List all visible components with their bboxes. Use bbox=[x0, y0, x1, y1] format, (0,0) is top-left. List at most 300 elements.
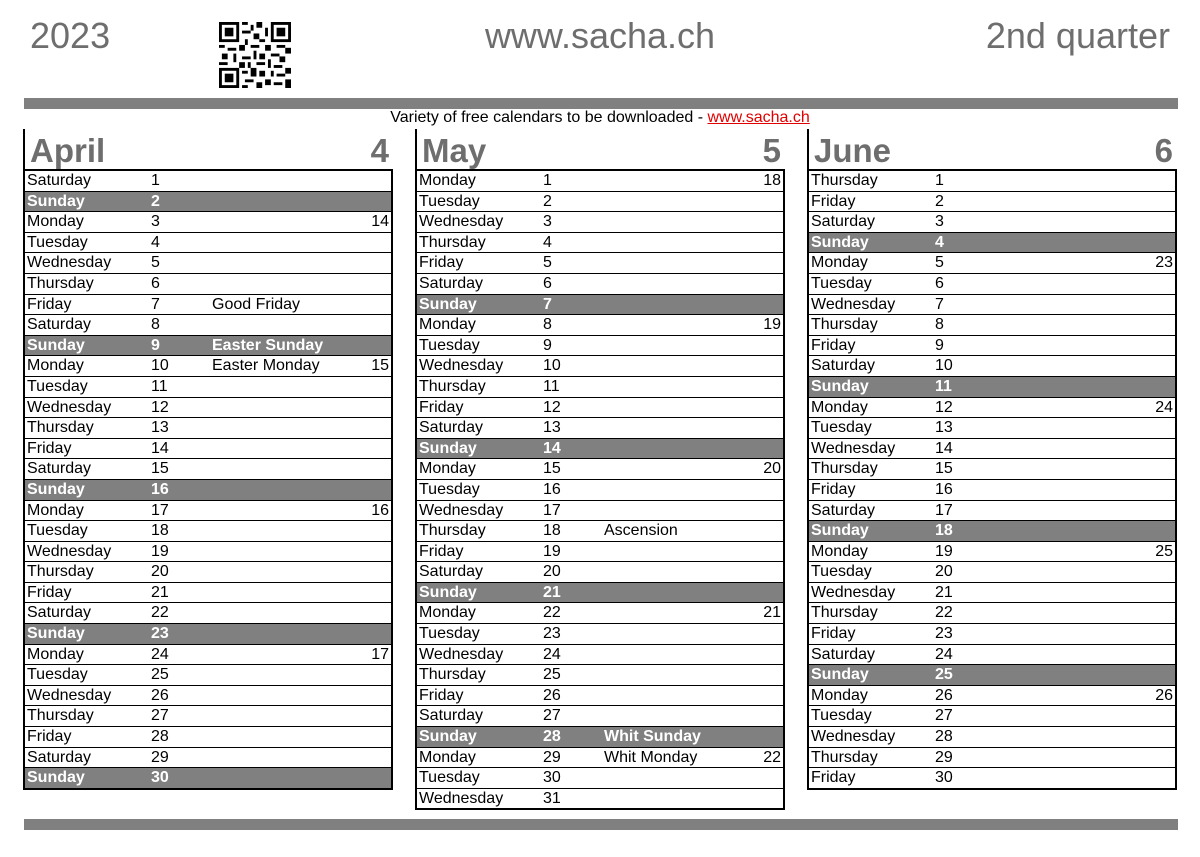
day-number: 12 bbox=[935, 398, 953, 416]
day-row bbox=[417, 356, 783, 377]
day-number: 2 bbox=[151, 192, 160, 210]
day-name: Friday bbox=[811, 769, 856, 787]
day-row bbox=[809, 480, 1175, 501]
month-number: 6 bbox=[1154, 132, 1173, 169]
day-number: 26 bbox=[543, 686, 561, 704]
day-number: 22 bbox=[935, 604, 953, 622]
day-row-sunday bbox=[25, 336, 391, 357]
day-name: Saturday bbox=[811, 357, 876, 375]
day-row bbox=[809, 212, 1175, 233]
day-number: 17 bbox=[935, 501, 953, 519]
day-number: 4 bbox=[935, 233, 944, 251]
day-row bbox=[809, 748, 1175, 769]
day-row bbox=[25, 212, 391, 233]
day-row bbox=[417, 748, 783, 769]
day-name: Saturday bbox=[811, 501, 876, 519]
tagline-link[interactable]: www.sacha.ch bbox=[707, 109, 810, 126]
day-number: 13 bbox=[935, 419, 953, 437]
day-name: Monday bbox=[811, 398, 868, 416]
week-number: 21 bbox=[763, 604, 781, 622]
day-name: Tuesday bbox=[811, 274, 872, 292]
day-row bbox=[809, 171, 1175, 192]
top-divider-bar bbox=[24, 98, 1178, 109]
day-row bbox=[417, 253, 783, 274]
day-name: Friday bbox=[419, 254, 464, 272]
day-name: Friday bbox=[27, 728, 72, 746]
day-row bbox=[25, 356, 391, 377]
day-number: 7 bbox=[935, 295, 944, 313]
day-row bbox=[25, 377, 391, 398]
day-number: 12 bbox=[151, 398, 169, 416]
day-row bbox=[809, 603, 1175, 624]
day-name: Monday bbox=[27, 501, 84, 519]
week-number: 25 bbox=[1155, 542, 1173, 560]
week-number: 14 bbox=[371, 213, 389, 231]
day-name: Wednesday bbox=[811, 583, 896, 601]
bottom-divider-bar bbox=[24, 819, 1178, 830]
day-number: 16 bbox=[935, 480, 953, 498]
day-name: Monday bbox=[419, 748, 476, 766]
day-number: 8 bbox=[935, 316, 944, 334]
day-number: 28 bbox=[543, 728, 561, 746]
day-name: Friday bbox=[419, 686, 464, 704]
month-header bbox=[807, 129, 1177, 171]
day-row bbox=[809, 768, 1175, 788]
day-row bbox=[417, 233, 783, 254]
day-row bbox=[25, 521, 391, 542]
day-row bbox=[809, 645, 1175, 666]
day-name: Sunday bbox=[27, 480, 85, 498]
day-name: Monday bbox=[419, 604, 476, 622]
day-number: 22 bbox=[151, 604, 169, 622]
day-row bbox=[809, 562, 1175, 583]
day-row bbox=[417, 315, 783, 336]
day-name: Tuesday bbox=[419, 769, 480, 787]
day-row bbox=[25, 171, 391, 192]
day-number: 23 bbox=[151, 625, 169, 643]
day-name: Wednesday bbox=[419, 357, 504, 375]
day-number: 11 bbox=[151, 377, 168, 395]
day-row bbox=[25, 727, 391, 748]
day-name: Thursday bbox=[419, 666, 486, 684]
day-name: Saturday bbox=[27, 316, 92, 334]
day-row bbox=[25, 748, 391, 769]
day-name: Friday bbox=[419, 542, 464, 560]
day-row bbox=[25, 562, 391, 583]
day-name: Friday bbox=[811, 625, 856, 643]
day-name: Sunday bbox=[27, 336, 85, 354]
day-name: Thursday bbox=[27, 274, 94, 292]
day-number: 6 bbox=[935, 274, 944, 292]
day-number: 14 bbox=[935, 439, 953, 457]
day-number: 16 bbox=[543, 480, 561, 498]
day-number: 1 bbox=[151, 172, 160, 189]
day-row bbox=[417, 624, 783, 645]
day-name: Tuesday bbox=[419, 336, 480, 354]
day-row bbox=[809, 501, 1175, 522]
month-may bbox=[415, 129, 785, 810]
day-number: 7 bbox=[543, 295, 552, 313]
day-number: 5 bbox=[151, 254, 160, 272]
holiday-label: Good Friday bbox=[212, 295, 301, 313]
day-number: 9 bbox=[935, 336, 944, 354]
day-row bbox=[809, 418, 1175, 439]
day-number: 1 bbox=[935, 172, 944, 189]
day-list bbox=[807, 171, 1177, 790]
day-name: Saturday bbox=[811, 213, 876, 231]
day-name: Tuesday bbox=[27, 666, 88, 684]
day-list bbox=[415, 171, 785, 810]
day-row bbox=[809, 727, 1175, 748]
day-name: Tuesday bbox=[27, 377, 88, 395]
day-name: Monday bbox=[811, 254, 868, 272]
day-name: Tuesday bbox=[419, 192, 480, 210]
day-number: 7 bbox=[151, 295, 160, 313]
day-row-sunday bbox=[417, 727, 783, 748]
day-row bbox=[25, 542, 391, 563]
day-number: 4 bbox=[543, 233, 552, 251]
month-header bbox=[23, 129, 393, 171]
day-row bbox=[417, 377, 783, 398]
day-number: 18 bbox=[935, 522, 953, 540]
quarter-label: 2nd quarter bbox=[985, 15, 1170, 56]
day-number: 19 bbox=[935, 542, 953, 560]
day-row bbox=[417, 768, 783, 789]
day-number: 26 bbox=[935, 686, 953, 704]
day-number: 16 bbox=[151, 480, 169, 498]
day-row bbox=[809, 192, 1175, 213]
day-name: Wednesday bbox=[419, 501, 504, 519]
day-name: Tuesday bbox=[419, 625, 480, 643]
week-number: 23 bbox=[1155, 254, 1173, 272]
day-number: 9 bbox=[543, 336, 552, 354]
tagline bbox=[0, 109, 1200, 127]
day-number: 5 bbox=[935, 254, 944, 272]
day-name: Saturday bbox=[27, 604, 92, 622]
day-row-sunday bbox=[809, 665, 1175, 686]
day-row bbox=[417, 645, 783, 666]
day-number: 29 bbox=[935, 748, 953, 766]
day-name: Tuesday bbox=[811, 419, 872, 437]
month-name: May bbox=[422, 132, 487, 169]
day-row bbox=[25, 398, 391, 419]
day-number: 12 bbox=[543, 398, 561, 416]
day-row bbox=[417, 192, 783, 213]
month-name: June bbox=[814, 132, 892, 169]
day-name: Sunday bbox=[27, 192, 85, 210]
day-name: Wednesday bbox=[811, 439, 896, 457]
day-name: Wednesday bbox=[27, 542, 112, 560]
day-name: Monday bbox=[419, 172, 476, 189]
day-name: Thursday bbox=[27, 563, 94, 581]
week-number: 26 bbox=[1155, 686, 1173, 704]
day-number: 29 bbox=[151, 748, 169, 766]
day-row bbox=[417, 336, 783, 357]
day-row bbox=[417, 398, 783, 419]
day-number: 31 bbox=[543, 789, 561, 807]
day-row bbox=[417, 501, 783, 522]
week-number: 17 bbox=[371, 645, 389, 663]
day-row bbox=[809, 624, 1175, 645]
day-name: Monday bbox=[419, 460, 476, 478]
holiday-label: Easter Sunday bbox=[212, 336, 324, 354]
day-name: Friday bbox=[27, 295, 72, 313]
day-name: Saturday bbox=[811, 645, 876, 663]
day-number: 6 bbox=[151, 274, 160, 292]
day-row bbox=[417, 603, 783, 624]
day-row-sunday bbox=[25, 768, 391, 788]
month-name: April bbox=[30, 132, 106, 169]
month-header bbox=[415, 129, 785, 171]
day-name: Saturday bbox=[27, 460, 92, 478]
day-number: 24 bbox=[151, 645, 169, 663]
day-number: 30 bbox=[151, 769, 169, 787]
day-row bbox=[25, 439, 391, 460]
day-number: 11 bbox=[935, 377, 952, 395]
day-number: 28 bbox=[151, 728, 169, 746]
day-row bbox=[417, 521, 783, 542]
day-name: Sunday bbox=[419, 295, 477, 313]
day-number: 15 bbox=[935, 460, 953, 478]
day-number: 15 bbox=[151, 460, 169, 478]
day-number: 8 bbox=[151, 316, 160, 334]
day-row-sunday bbox=[25, 624, 391, 645]
day-name: Sunday bbox=[27, 625, 85, 643]
day-name: Wednesday bbox=[27, 398, 112, 416]
day-name: Thursday bbox=[419, 377, 486, 395]
day-number: 30 bbox=[543, 769, 561, 787]
day-row bbox=[25, 501, 391, 522]
day-row bbox=[809, 315, 1175, 336]
holiday-label: Ascension bbox=[604, 522, 678, 540]
day-name: Thursday bbox=[419, 233, 486, 251]
day-number: 2 bbox=[543, 192, 552, 210]
day-name: Saturday bbox=[27, 172, 92, 189]
day-name: Friday bbox=[811, 480, 856, 498]
day-row-sunday bbox=[417, 583, 783, 604]
day-number: 8 bbox=[543, 316, 552, 334]
day-row-sunday bbox=[25, 480, 391, 501]
day-number: 10 bbox=[543, 357, 561, 375]
day-row bbox=[25, 665, 391, 686]
day-number: 22 bbox=[543, 604, 561, 622]
day-row bbox=[25, 253, 391, 274]
day-number: 27 bbox=[543, 707, 561, 725]
day-number: 27 bbox=[151, 707, 169, 725]
day-row bbox=[417, 212, 783, 233]
day-row bbox=[25, 686, 391, 707]
day-number: 15 bbox=[543, 460, 561, 478]
day-number: 29 bbox=[543, 748, 561, 766]
day-row bbox=[417, 542, 783, 563]
day-number: 14 bbox=[151, 439, 169, 457]
day-number: 30 bbox=[935, 769, 953, 787]
day-name: Wednesday bbox=[811, 295, 896, 313]
day-number: 9 bbox=[151, 336, 160, 354]
day-row-sunday bbox=[417, 295, 783, 316]
day-number: 11 bbox=[543, 377, 560, 395]
day-row bbox=[25, 233, 391, 254]
day-name: Thursday bbox=[811, 748, 878, 766]
day-row bbox=[25, 315, 391, 336]
day-name: Sunday bbox=[811, 377, 869, 395]
day-number: 17 bbox=[543, 501, 561, 519]
day-number: 3 bbox=[151, 213, 160, 231]
year-label: 2023 bbox=[30, 15, 111, 56]
day-row bbox=[25, 418, 391, 439]
day-number: 19 bbox=[543, 542, 561, 560]
day-name: Friday bbox=[419, 398, 464, 416]
day-row-sunday bbox=[417, 439, 783, 460]
day-row-sunday bbox=[25, 192, 391, 213]
day-number: 2 bbox=[935, 192, 944, 210]
month-april bbox=[23, 129, 393, 790]
day-row bbox=[25, 706, 391, 727]
day-number: 23 bbox=[935, 625, 953, 643]
day-name: Thursday bbox=[419, 522, 486, 540]
day-number: 4 bbox=[151, 233, 160, 251]
day-number: 20 bbox=[935, 563, 953, 581]
day-name: Sunday bbox=[419, 583, 477, 601]
month-number: 4 bbox=[370, 132, 389, 169]
day-row bbox=[25, 645, 391, 666]
day-row-sunday bbox=[809, 521, 1175, 542]
day-name: Saturday bbox=[419, 707, 484, 725]
day-name: Friday bbox=[811, 192, 856, 210]
day-row bbox=[809, 439, 1175, 460]
week-number: 18 bbox=[763, 172, 781, 189]
day-number: 18 bbox=[543, 522, 561, 540]
day-number: 24 bbox=[543, 645, 561, 663]
day-row bbox=[809, 274, 1175, 295]
day-row bbox=[809, 542, 1175, 563]
day-name: Monday bbox=[27, 213, 84, 231]
day-number: 23 bbox=[543, 625, 561, 643]
day-name: Sunday bbox=[419, 439, 477, 457]
day-name: Saturday bbox=[419, 274, 484, 292]
holiday-label: Easter Monday bbox=[212, 357, 320, 375]
day-name: Thursday bbox=[811, 172, 878, 189]
week-number: 22 bbox=[763, 748, 781, 766]
week-number: 16 bbox=[371, 501, 389, 519]
tagline-text: Variety of free calendars to be downloaded - bbox=[390, 109, 708, 126]
day-name: Tuesday bbox=[27, 522, 88, 540]
day-number: 25 bbox=[935, 666, 953, 684]
day-number: 20 bbox=[543, 563, 561, 581]
day-name: Thursday bbox=[27, 419, 94, 437]
day-row bbox=[417, 706, 783, 727]
day-name: Saturday bbox=[419, 563, 484, 581]
day-name: Sunday bbox=[811, 522, 869, 540]
day-row bbox=[417, 480, 783, 501]
day-number: 10 bbox=[935, 357, 953, 375]
day-name: Sunday bbox=[27, 769, 85, 787]
day-row bbox=[417, 274, 783, 295]
day-name: Tuesday bbox=[811, 563, 872, 581]
day-name: Friday bbox=[811, 336, 856, 354]
day-name: Thursday bbox=[811, 604, 878, 622]
day-row bbox=[417, 789, 783, 809]
day-row bbox=[417, 459, 783, 480]
day-name: Wednesday bbox=[419, 213, 504, 231]
day-row bbox=[809, 583, 1175, 604]
day-number: 25 bbox=[151, 666, 169, 684]
day-number: 6 bbox=[543, 274, 552, 292]
week-number: 20 bbox=[763, 460, 781, 478]
day-number: 26 bbox=[151, 686, 169, 704]
day-name: Monday bbox=[27, 645, 84, 663]
day-number: 20 bbox=[151, 563, 169, 581]
day-row bbox=[809, 686, 1175, 707]
day-name: Thursday bbox=[27, 707, 94, 725]
day-name: Wednesday bbox=[811, 728, 896, 746]
day-row bbox=[809, 336, 1175, 357]
week-number: 19 bbox=[763, 316, 781, 334]
day-number: 5 bbox=[543, 254, 552, 272]
day-number: 18 bbox=[151, 522, 169, 540]
day-row bbox=[809, 459, 1175, 480]
day-number: 21 bbox=[543, 583, 561, 601]
qr-code-icon bbox=[219, 22, 291, 88]
day-name: Wednesday bbox=[27, 254, 112, 272]
day-name: Friday bbox=[27, 583, 72, 601]
week-number: 15 bbox=[371, 357, 389, 375]
day-name: Saturday bbox=[27, 748, 92, 766]
day-row bbox=[417, 171, 783, 192]
day-number: 1 bbox=[543, 172, 552, 189]
day-number: 27 bbox=[935, 707, 953, 725]
day-number: 13 bbox=[543, 419, 561, 437]
day-name: Sunday bbox=[419, 728, 477, 746]
day-name: Wednesday bbox=[419, 789, 504, 807]
day-name: Sunday bbox=[811, 666, 869, 684]
day-name: Tuesday bbox=[27, 233, 88, 251]
day-number: 28 bbox=[935, 728, 953, 746]
day-name: Monday bbox=[811, 686, 868, 704]
day-row bbox=[25, 583, 391, 604]
day-row bbox=[417, 665, 783, 686]
day-name: Saturday bbox=[419, 419, 484, 437]
day-row bbox=[25, 459, 391, 480]
day-name: Monday bbox=[419, 316, 476, 334]
day-row bbox=[809, 706, 1175, 727]
day-number: 17 bbox=[151, 501, 169, 519]
site-title: www.sacha.ch bbox=[484, 15, 716, 56]
day-row-sunday bbox=[809, 377, 1175, 398]
week-number: 24 bbox=[1155, 398, 1173, 416]
day-row bbox=[417, 686, 783, 707]
day-name: Thursday bbox=[811, 460, 878, 478]
month-number: 5 bbox=[762, 132, 781, 169]
day-number: 21 bbox=[935, 583, 953, 601]
day-row bbox=[809, 295, 1175, 316]
day-name: Tuesday bbox=[419, 480, 480, 498]
day-name: Tuesday bbox=[811, 707, 872, 725]
day-number: 19 bbox=[151, 542, 169, 560]
day-row bbox=[417, 562, 783, 583]
holiday-label: Whit Sunday bbox=[604, 728, 701, 746]
day-name: Wednesday bbox=[419, 645, 504, 663]
day-number: 25 bbox=[543, 666, 561, 684]
day-name: Wednesday bbox=[27, 686, 112, 704]
day-number: 13 bbox=[151, 419, 169, 437]
day-row bbox=[25, 295, 391, 316]
day-name: Sunday bbox=[811, 233, 869, 251]
day-number: 3 bbox=[935, 213, 944, 231]
day-number: 21 bbox=[151, 583, 169, 601]
day-number: 14 bbox=[543, 439, 561, 457]
day-number: 10 bbox=[151, 357, 169, 375]
